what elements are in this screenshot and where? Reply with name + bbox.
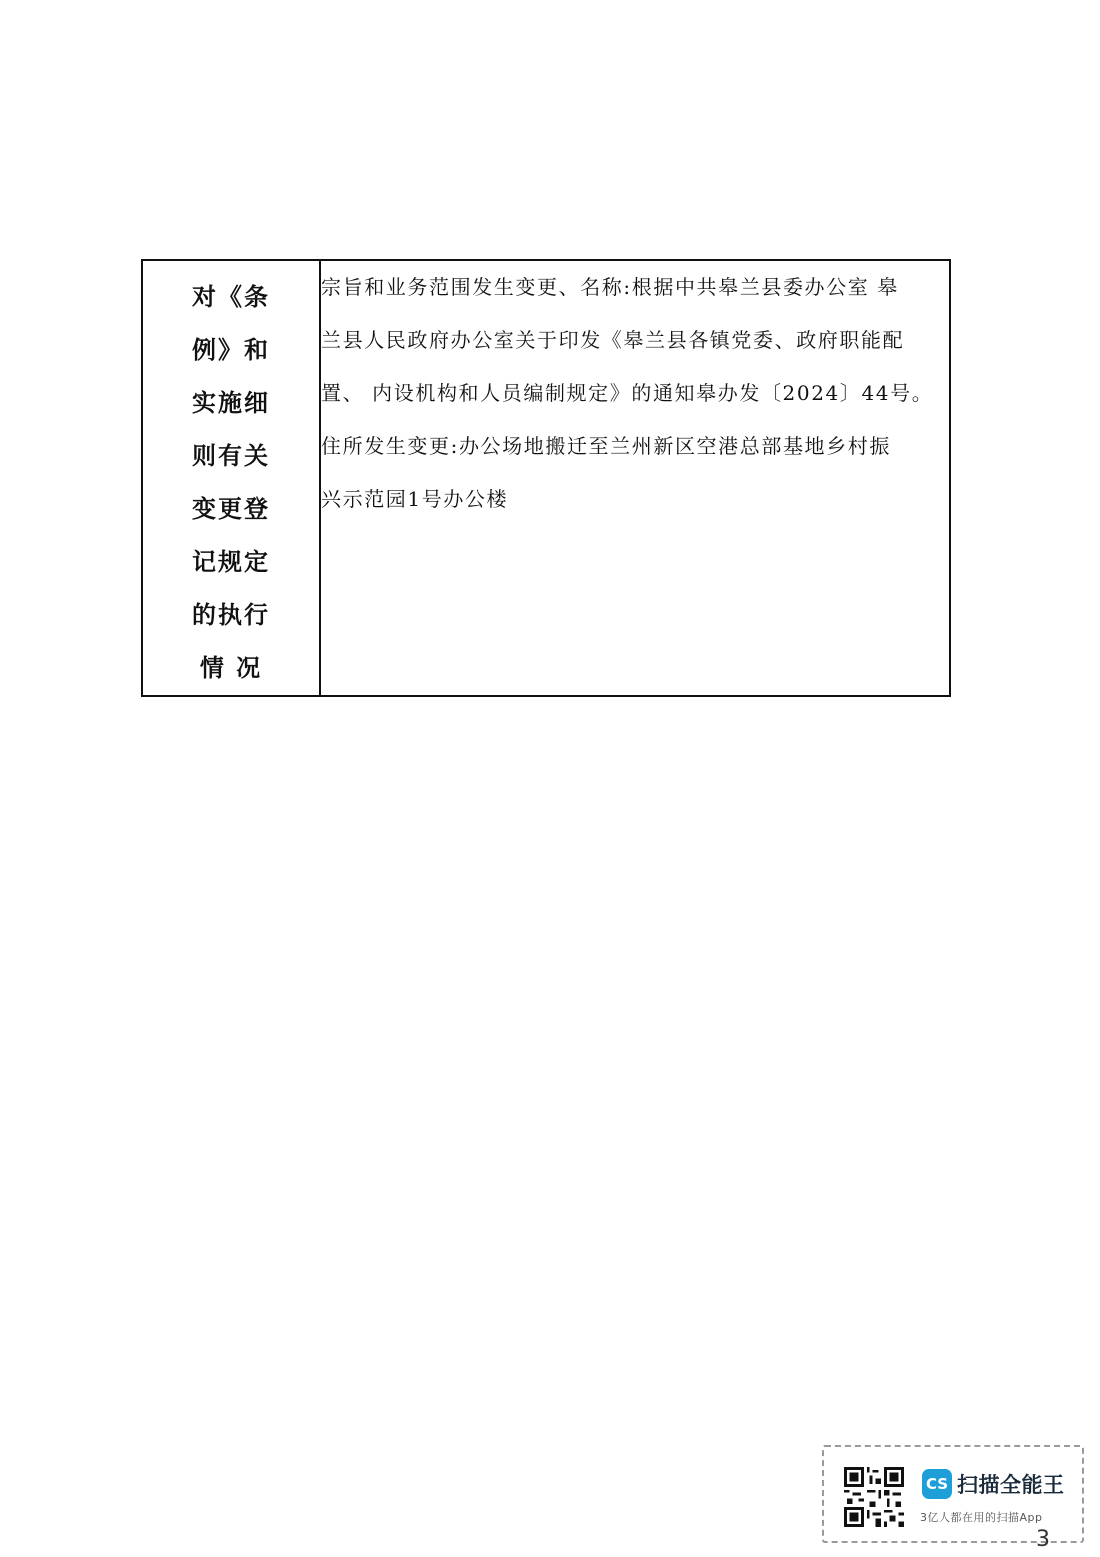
content-line: 兴示范园1号办公楼 bbox=[321, 487, 509, 511]
content-line: 兰县人民政府办公室关于印发《皋兰县各镇党委、政府职能配 bbox=[321, 328, 905, 352]
label-line: 则有关 bbox=[192, 442, 270, 470]
qr-code-icon bbox=[844, 1467, 904, 1531]
camscanner-logo-icon: CS bbox=[922, 1469, 952, 1499]
brand-name: 扫描全能王 bbox=[957, 1473, 1065, 1497]
page-number: 3 bbox=[1036, 1527, 1050, 1552]
record-table bbox=[141, 259, 951, 697]
brand-row bbox=[922, 1469, 1065, 1499]
brand-tagline: 3亿人都在用的扫描App bbox=[920, 1511, 1043, 1524]
table-row bbox=[142, 260, 950, 696]
content-line: 住所发生变更:办公场地搬迁至兰州新区空港总部基地乡村振 bbox=[321, 434, 891, 458]
label-line: 记规定 bbox=[192, 548, 270, 576]
label-line: 变更登 bbox=[192, 495, 270, 523]
label-line: 情 况 bbox=[199, 654, 263, 682]
content-cell bbox=[320, 260, 950, 696]
content-line: 宗旨和业务范围发生变更、名称:根据中共皋兰县委办公室 皋 bbox=[321, 275, 899, 299]
label-text bbox=[143, 261, 319, 695]
label-line: 例》和 bbox=[192, 336, 270, 364]
label-cell bbox=[142, 260, 320, 696]
label-line: 实施细 bbox=[192, 389, 270, 417]
label-line: 对《条 bbox=[192, 283, 270, 311]
content-line: 置、 内设机构和人员编制规定》的通知皋办发〔2024〕44号。 bbox=[321, 381, 934, 405]
label-line: 的执行 bbox=[192, 601, 270, 629]
